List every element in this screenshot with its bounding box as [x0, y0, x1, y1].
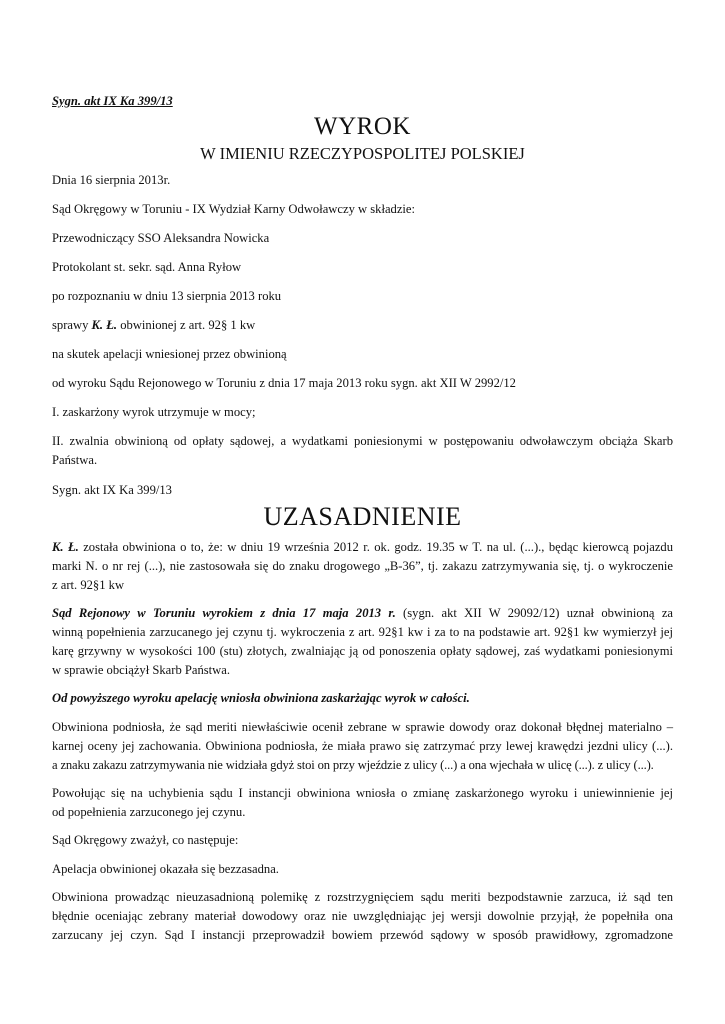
- chair-judge: Przewodniczący SSO Aleksandra Nowicka: [52, 231, 270, 245]
- justification-p1-line-3: z art. 92§1 kw: [52, 578, 125, 592]
- ruling-point-1: I. zaskarżony wyrok utrzymuje w mocy;: [52, 405, 256, 419]
- justification-title: UZASADNIENIE: [263, 502, 462, 531]
- justification-p2-line-4: w sprawie obciążył Skarb Państwa.: [52, 663, 231, 677]
- appealed-judgment: od wyroku Sądu Rejonowego w Toruniu z dnia 17 maja 2013 roku sygn. akt XII W 2992/12: [52, 376, 516, 390]
- justification-p7: Apelacja obwinionej okazała się bezzasadna.: [52, 862, 279, 876]
- case-prefix: sprawy: [52, 318, 92, 332]
- justification-p3: Od powyższego wyroku apelację wniosła obwiniona zaskarżając wyrok w całości.: [52, 691, 470, 705]
- verdict-subtitle: W IMIENIU RZECZYPOSPOLITEJ POLSKIEJ: [200, 144, 525, 163]
- justification-p6: Sąd Okręgowy zważył, co następuje:: [52, 833, 239, 847]
- case-number-bottom: Sygn. akt IX Ka 399/13: [52, 483, 172, 497]
- justification-p4-line-1: Obwiniona podniosła, że sąd meriti niewłaściwie ocenił zebrane w sprawie dowody oraz dokonał błędnej materialno –: [52, 720, 673, 734]
- ruling-point-2-line-1: II. zwalnia obwinioną od opłaty sądowej, a wydatkami poniesionymi w postępowaniu odwoławczym obciąża Skarb: [52, 434, 673, 448]
- justification-p5-line-2: od popełnienia zarzuconego jej czynu.: [52, 805, 246, 819]
- verdict-title: WYROK: [314, 113, 411, 140]
- justification-p8-line-1: Obwiniona prowadząc nieuzasadnioną polemikę z rozstrzygnięciem sądu meriti bezpodstawnie zarzuca, iż sąd ten: [52, 890, 673, 904]
- ruling-point-2-line-2: Państwa.: [52, 453, 98, 467]
- defendant-name: K. Ł.: [91, 318, 118, 332]
- hearing-date: po rozpoznaniu w dniu 13 sierpnia 2013 roku: [52, 289, 282, 303]
- case-suffix: obwinionej z art. 92§ 1 kw: [117, 318, 256, 332]
- justification-p4-line-2: karnej oceny jej zachowania. Obwiniona podniosła, że miała prawo się zatrzymać przy lewej krawędzi jezdni ulicy (...).: [52, 739, 673, 753]
- justification-p5-line-1: Powołując się na uchybienia sądu I instancji obwiniona wniosła o zmianę zaskarżonego wyroku i uniewinnienie jej: [52, 786, 673, 800]
- justification-p2-line-1: [52, 603, 673, 623]
- case-line: [52, 315, 673, 335]
- justification-p1-line-1: [52, 537, 673, 557]
- case-number-top: Sygn. akt IX Ka 399/13: [52, 94, 173, 108]
- justification-p1-line-2: marki N. o nr rej (...), nie zastosowała się do znaku drogowego „B-36”, tj. zakazu zatrzymywania się, tj. o wykroczenie: [52, 559, 673, 573]
- justification-p8-line-3: zarzucany jej czyn. Sąd I instancji przeprowadził bowiem przewód sądowy w sposób prawidłowy, zgromadzone: [52, 928, 673, 942]
- defendant-name: K. Ł.: [52, 540, 79, 554]
- court-composition: Sąd Okręgowy w Toruniu - IX Wydział Karny Odwoławczy w składzie:: [52, 202, 416, 216]
- justification-p4-line-3: a znaku zakazu zatrzymywania nie widziała gdyż stoi on przy wjeździe z ulicy (...) a ona wjechała w ulicę (...). z ulicy (...).: [52, 758, 654, 772]
- justification-p2-text: (sygn. akt XII W 29092/12) uznał obwinioną za: [395, 606, 673, 620]
- district-court-judgment: Sąd Rejonowy w Toruniu wyrokiem z dnia 17 maja 2013 r.: [52, 606, 396, 620]
- justification-p2-line-2: winną popełnienia zarzucanego jej czynu tj. wykroczenia z art. 92§1 kw i za to na podstawie art. 92§1 kw wymierzył jej: [52, 625, 673, 639]
- justification-p1-text: została obwiniona o to, że: w dniu 19 września 2012 r. ok. godz. 19.35 w T. na ul. (...)., będąc kierowcą pojazdu: [78, 540, 673, 554]
- appeal-line: na skutek apelacji wniesionej przez obwinioną: [52, 347, 287, 361]
- justification-p2-line-3: karę grzywny w wysokości 100 (stu) złotych, zwalniając ją od ponoszenia opłaty sądowej, zaś wydatkami poniesionymi: [52, 644, 673, 658]
- verdict-date: Dnia 16 sierpnia 2013r.: [52, 173, 171, 187]
- court-clerk: Protokolant st. sekr. sąd. Anna Ryłow: [52, 260, 242, 274]
- justification-p8-line-2: błędnie oceniając zebrany materiał dowodowy oraz nie uwzględniając jej wersji dowolnie przyjął, że popełniła ona: [52, 909, 673, 923]
